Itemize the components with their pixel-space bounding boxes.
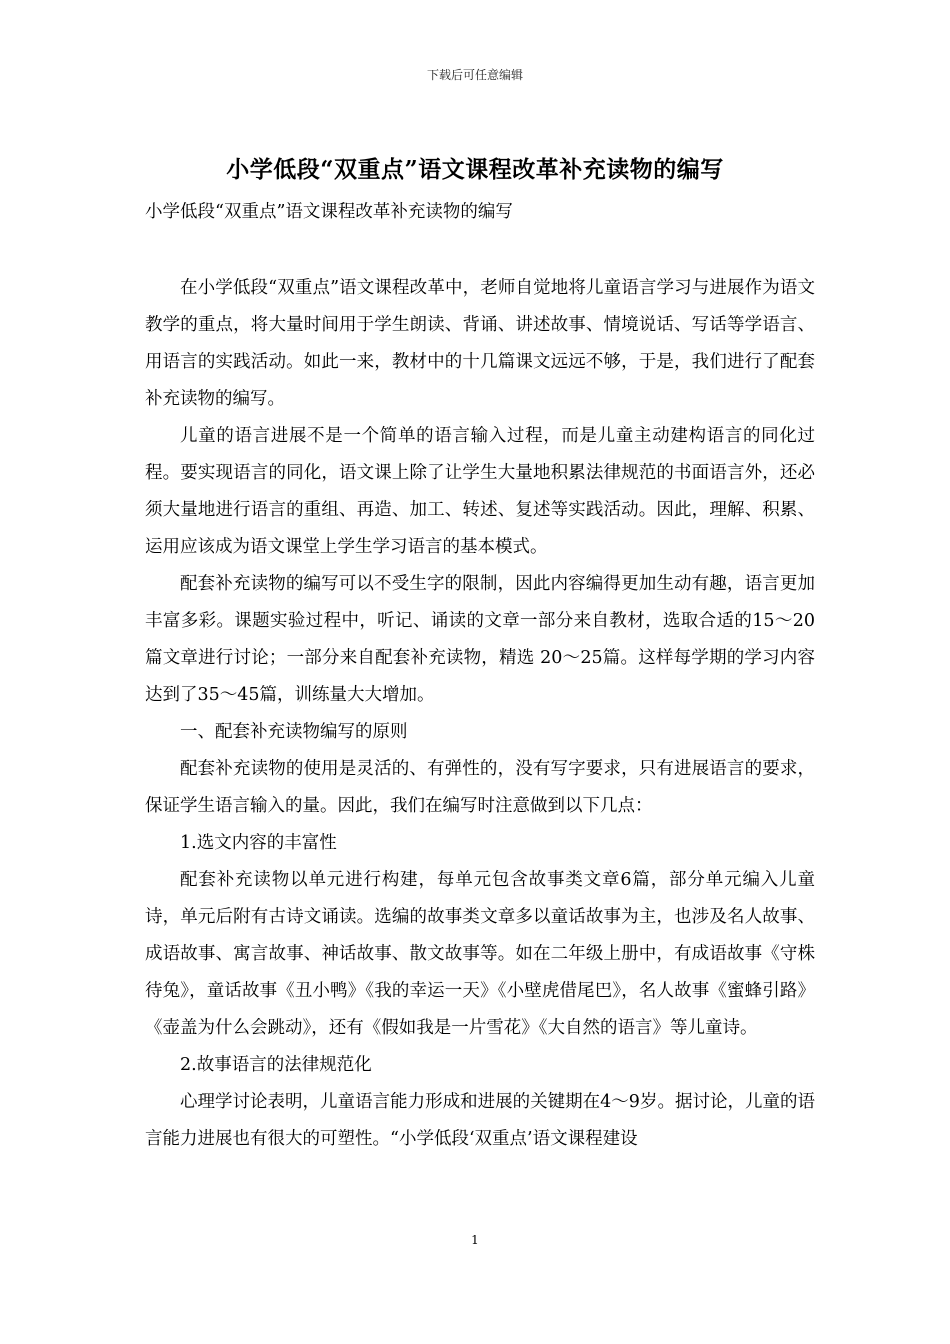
paragraph-content-richness: 配套补充读物以单元进行构建，每单元包含故事类文章6篇，部分单元编入儿童诗，单元后附有古诗文诵读。选编的故事类文章多以童话故事为主，也涉及名人故事、成语故事、寓言故事、神话故事、散文故事等。如在二年级上册中，有成语故事《守株待兔》，童话故事《丑小鸭》《我的幸运一天》《小壁虎借尾巴》，名人故事《蜜蜂引路》《壶盖为什么会跳动》，还有《假如我是一片雪花》《大自然的语言》等儿童诗。 [145,870,815,1038]
document-body [145,270,815,1158]
header-note: 下载后可任意编辑 [426,68,523,82]
paragraph-principles: 配套补充读物的使用是灵活的、有弹性的，没有写字要求，只有进展语言的要求，保证学生语言输入的量。因此，我们在编写时注意做到以下几点： [145,759,815,816]
subheading-content-richness: 1.选文内容的丰富性 [180,833,337,853]
paragraph-language-standardization: 心理学讨论表明，儿童语言能力形成和进展的关键期在4～9岁。据讨论，儿童的语言能力进展也有很大的可塑性。“小学低段‘双重点’语文课程建设 [145,1092,815,1149]
paragraph-intro: 在小学低段“双重点”语文课程改革中，老师自觉地将儿童语言学习与进展作为语文教学的重点，将大量时间用于学生朗读、背诵、讲述故事、情境说话、写话等学语言、用语言的实践活动。如此一来，教材中的十几篇课文远远不够，于是，我们进行了配套补充读物的编写。 [145,278,815,409]
document-subtitle: 小学低段“双重点”语文课程改革补充读物的编写 [145,202,513,222]
paragraph-supplementary-reading: 配套补充读物的编写可以不受生字的限制，因此内容编得更加生动有趣，语言更加丰富多彩。课题实验过程中，听记、诵读的文章一部分来自教材，选取合适的15～20篇文章进行讨论；一部分来自配套补充读物，精选 20～25篇。这样每学期的学习内容达到了35～45篇，训练量大大增加。 [145,574,815,705]
paragraph-language-development: 儿童的语言进展不是一个简单的语言输入过程，而是儿童主动建构语言的同化过程。要实现语言的同化，语文课上除了让学生大量地积累法律规范的书面语言外，还必须大量地进行语言的重组、再造、加工、转述、复述等实践活动。因此，理解、积累、运用应该成为语文课堂上学生学习语言的基本模式。 [145,426,815,557]
section-heading-principles: 一、配套补充读物编写的原则 [180,722,408,742]
subheading-language-standardization: 2.故事语言的法律规范化 [180,1055,372,1075]
page-number: 1 [471,1233,479,1247]
document-title: 小学低段“双重点”语文课程改革补充读物的编写 [226,156,724,183]
